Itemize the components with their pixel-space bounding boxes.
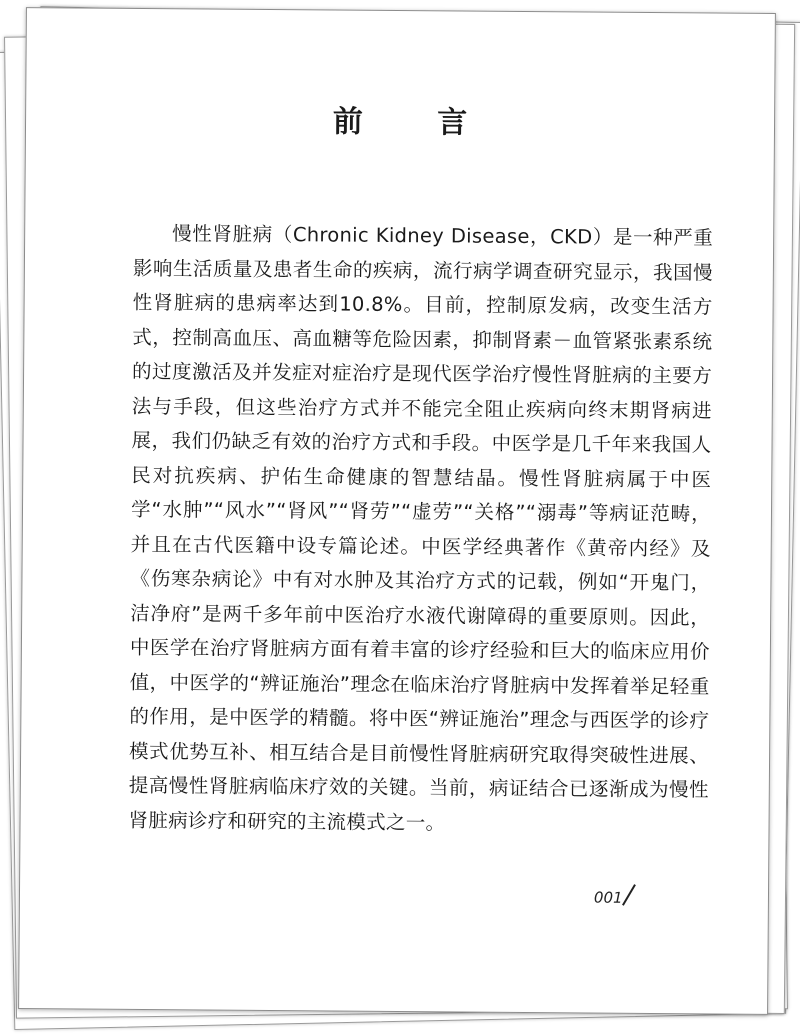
page-number-slash — [622, 884, 635, 905]
front-page — [18, 7, 776, 1015]
preface-paragraph: 慢性肾脏病（Chronic Kidney Disease，CKD）是一种严重影响生活质量及患者生命的疾病，流行病学调查研究显示，我国慢性肾脏病的患病率达到10.8%。目前，控制原发病，改变生活方式，控制高血压、高血糖等危险因素，抑制肾素－血管紧张素系统的过度激活及并发症对症治疗是现代医学治疗慢性肾脏病的主要方法与手段，但这些治疗方式并不能完全阻止疾病向终末期肾病进展，我们仍缺乏有效的治疗方式和手段。中医学是几千年来我国人民对抗疾病、护佑生命健康的智慧结晶。慢性肾脏病属于中医学“水肿”“风水”“肾风”“肾劳”“虚劳”“关格”“溺毒”等病证范畴，并且在古代医籍中设专篇论述。中医学经典著作《黄帝内经》及《伤寒杂病论》中有对水肿及其治疗方式的记载，例如“开鬼门，洁净府”是两千多年前中医治疗水液代谢障碍的重要原则。因此，中医学在治疗肾脏病方面有着丰富的诊疗经验和巨大的临床应用价值，中医学的“辨证施治”理念在临床治疗肾脏病中发挥着举足轻重的作用，是中医学的精髓。将中医“辨证施治”理念与西医学的诊疗模式优势互补、相互结合是目前慢性肾脏病研究取得突破性进展、提高慢性肾脏病临床疗效的关键。当前，病证结合已逐渐成为慢性肾脏病诊疗和研究的主流模式之一。 — [128, 222, 714, 834]
page-title: 前 言 — [332, 104, 500, 141]
page-number: 001 — [593, 888, 623, 907]
